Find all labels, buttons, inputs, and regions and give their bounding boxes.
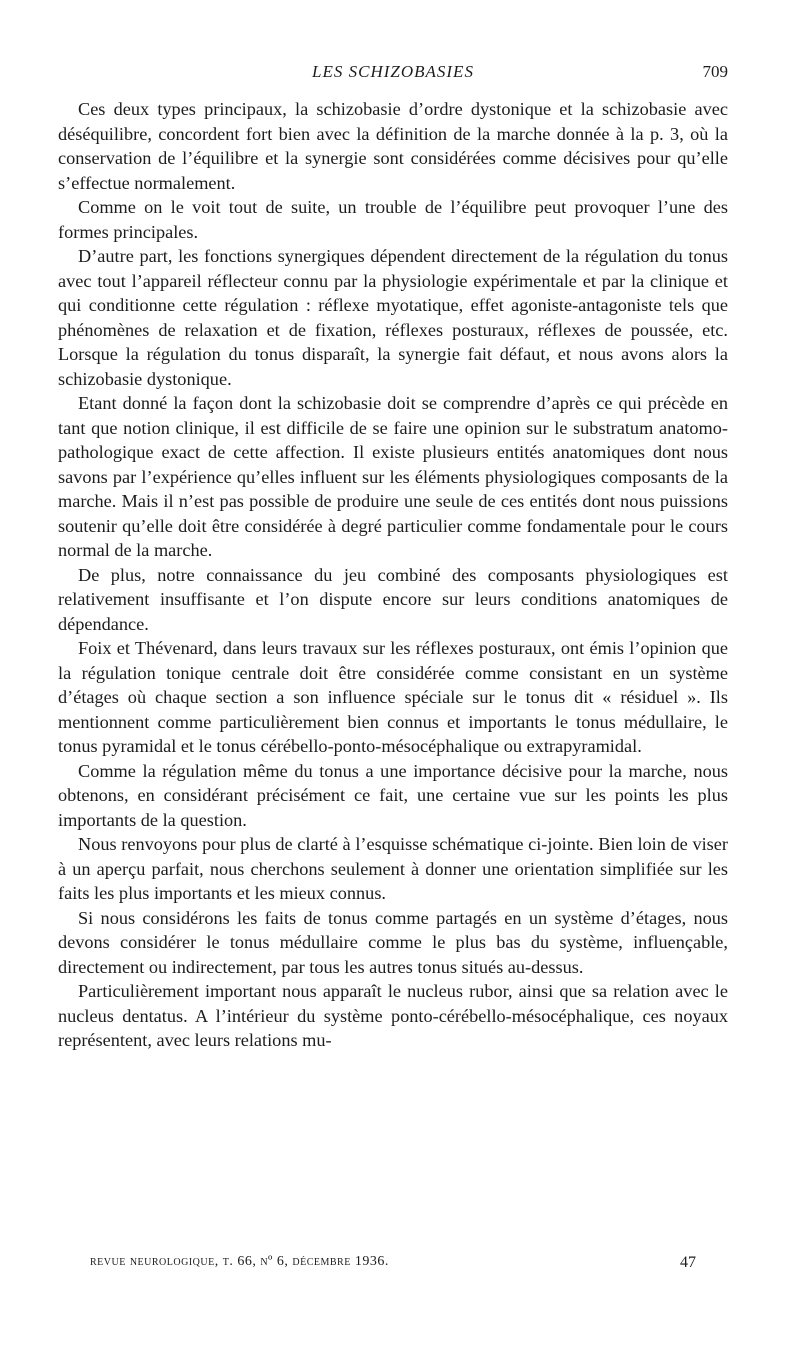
journal-citation: revue neurologique, t. 66, nº 6, décembre 1936. (90, 1254, 389, 1269)
paragraph: Nous renvoyons pour plus de clarté à l’esquisse schématique ci-jointe. Bien loin de viser à un aperçu parfait, nous cherchons seulement à donner une orientation simplifiée sur les faits les plus importants et les mieux connus. (58, 834, 728, 903)
paragraph: Si nous considérons les faits de tonus comme partagés en un système d’étages, nous devons considérer le tonus médullaire comme le plus bas du système, influençable, directement ou indirectement, par tous les autres tonus situés au-dessus. (58, 907, 728, 977)
paragraph: Particulièrement important nous apparaît le nucleus rubor, ainsi que sa relation avec le nucleus dentatus. A l’intérieur du système ponto-cérébello-mésocéphalique, ces noyaux représentent, avec leurs relations mu- (58, 981, 728, 1050)
paragraph: Comme la régulation même du tonus a une importance décisive pour la marche, nous obtenons, en considérant précisément ce fait, une certaine vue sur les points les plus importants de la question. (58, 760, 728, 830)
paragraph: Ces deux types principaux, la schizobasie d’ordre dystonique et la schizobasie avec déséquilibre, concordent fort bien avec la définition de la marche donnée à la p. 3, où la conservation de l’équilibre et la synergie sont considérées comme décisives pour qu’elle s’effectue normalement. (58, 99, 728, 193)
page-footer (90, 1254, 696, 1278)
signature-number: 47 (680, 1254, 696, 1271)
paragraph: Comme on le voit tout de suite, un trouble de l’équilibre peut provoquer l’une des formes principales. (58, 197, 728, 242)
paragraph: De plus, notre connaissance du jeu combiné des composants physiologiques est relativement insuffisante et l’on dispute encore sur leurs conditions anatomiques de dépendance. (58, 564, 728, 634)
paragraph: Etant donné la façon dont la schizobasie doit se comprendre d’après ce qui précède en tant que notion clinique, il est difficile de se faire une opinion sur le substratum anatomo-pathologique exact de cette affection. Il existe plusieurs entités anatomiques dont nous savons par l’expérience qu’elles influent sur les éléments physiologiques composants de la marche. Mais il n’est pas possible de produire une seule de ces entités dont nous puissions soutenir qu’elle doit être considérée à degré particulier comme fondamentale pour le cours normal de la marche. (58, 393, 728, 560)
page-number: 709 (702, 62, 728, 81)
article-body (58, 97, 728, 1053)
paragraph: D’autre part, les fonctions synergiques dépendent directement de la régulation du tonus avec tout l’appareil réflecteur connu par la physiologie expérimentale et par la clinique et qui conditionne cette régulation : réflexe myotatique, effet agoniste-antagoniste tels que phénomènes de relaxation et de fixation, réflexes posturaux, réflexes de poussée, etc. Lorsque la régulation du tonus disparaît, la synergie fait défaut, et nous avons alors la schizobasie dystonique. (58, 246, 728, 389)
running-head (58, 62, 728, 88)
paragraph: Foix et Thévenard, dans leurs travaux sur les réflexes posturaux, ont émis l’opinion que la régulation tonique centrale doit être considérée comme consistant en un système d’étages où chaque section a son influence spéciale sur le tonus dit « résiduel ». Ils mentionnent comme particulièrement bien connus et importants le tonus médullaire, le tonus pyramidal et le tonus cérébello-ponto-mésocéphalique ou extrapyramidal. (58, 638, 728, 756)
running-title: LES SCHIZOBASIES (312, 62, 474, 81)
